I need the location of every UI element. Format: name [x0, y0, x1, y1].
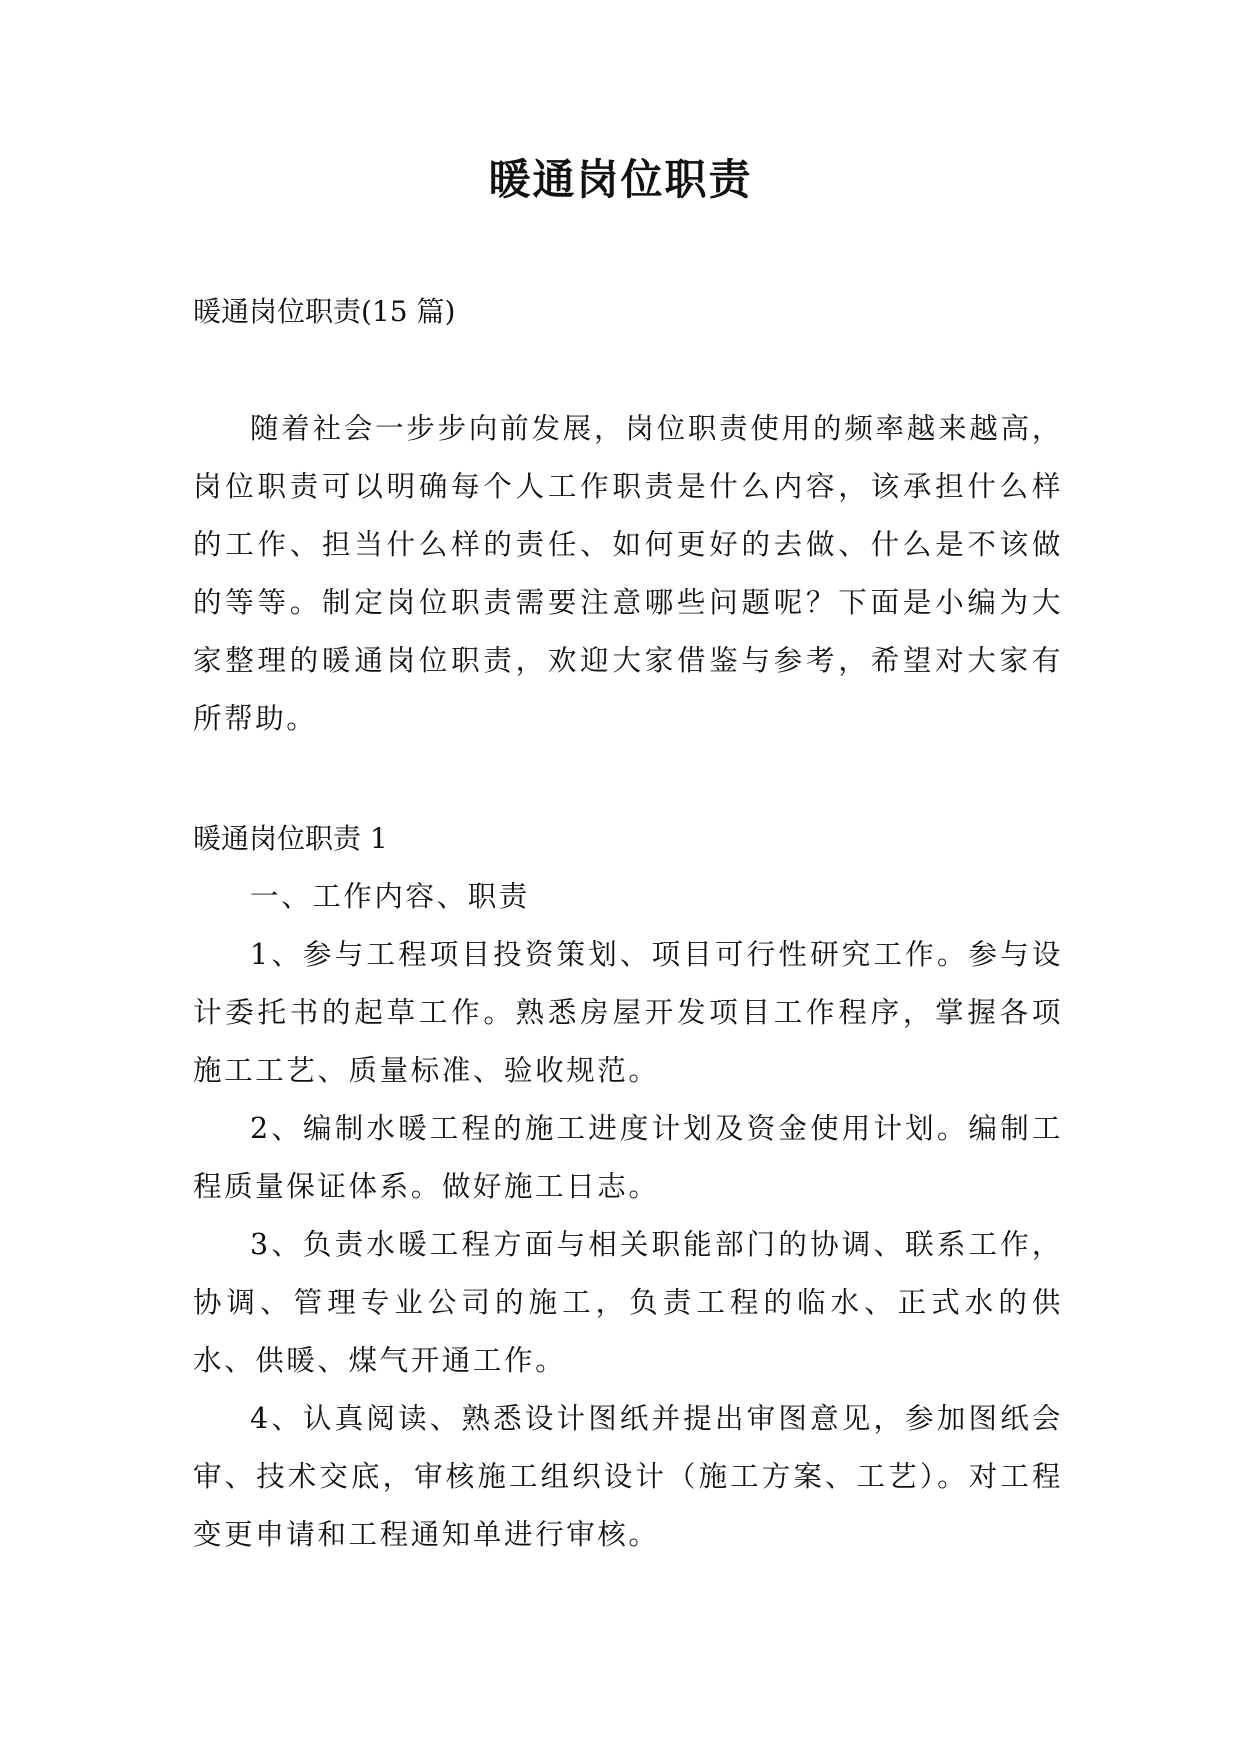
intro-section: [193, 400, 1063, 748]
duty-item-4: 4、认真阅读、熟悉设计图纸并提出审图意见，参加图纸会审、技术交底，审核施工组织设计（施工方案、工艺）。对工程变更申请和工程通知单进行审核。: [193, 1402, 1063, 1551]
duty-item-2: 2、编制水暖工程的施工进度计划及资金使用计划。编制工程质量保证体系。做好施工日志。: [193, 1112, 1063, 1203]
section-title: 暖通岗位职责 1: [193, 822, 388, 855]
duties-section: [193, 868, 1063, 1564]
document-subtitle: 暖通岗位职责(15 篇): [193, 295, 456, 328]
duties-subheading: 一、工作内容、职责: [250, 880, 530, 913]
document-title: 暖通岗位职责: [488, 155, 753, 204]
duty-item-3: 3、负责水暖工程方面与相关职能部门的协调、联系工作，协调、管理专业公司的施工，负责工程的临水、正式水的供水、供暖、煤气开通工作。: [193, 1228, 1063, 1377]
intro-paragraph: 随着社会一步步向前发展，岗位职责使用的频率越来越高，岗位职责可以明确每个人工作职责是什么内容，该承担什么样的工作、担当什么样的责任、如何更好的去做、什么是不该做的等等。制定岗位职责需要注意哪些问题呢？下面是小编为大家整理的暖通岗位职责，欢迎大家借鉴与参考，希望对大家有所帮助。: [193, 412, 1063, 735]
duty-item-1: 1、参与工程项目投资策划、项目可行性研究工作。参与设计委托书的起草工作。熟悉房屋开发项目工作程序，掌握各项施工工艺、质量标准、验收规范。: [193, 938, 1063, 1087]
